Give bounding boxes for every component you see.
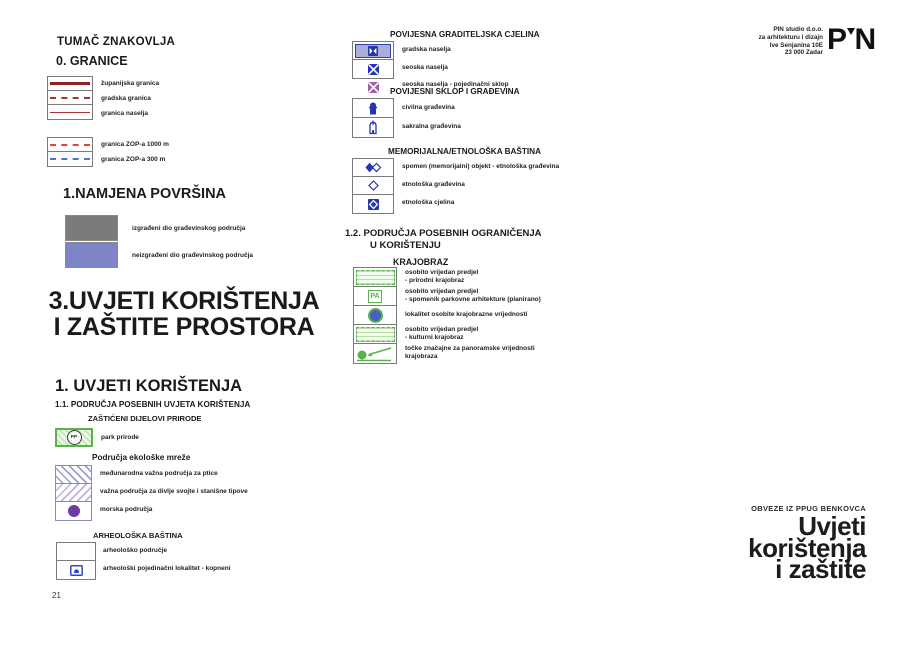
legend-label: točke značajne za panoramske vrijednosti bbox=[405, 345, 535, 352]
park-prirode-icon bbox=[57, 430, 91, 445]
arheoloska-group bbox=[56, 542, 231, 580]
legend-label: gradska granica bbox=[101, 94, 151, 102]
legend-label: važna područja za divlje svojte i stanišne tipove bbox=[100, 488, 248, 496]
gradska-naselja-icon bbox=[353, 42, 393, 60]
logo-triangle-icon bbox=[847, 28, 855, 35]
legend-label: etnološka cjelina bbox=[402, 199, 455, 207]
kulturni-krajobraz-icon bbox=[354, 325, 396, 344]
legend-label: županijska granica bbox=[101, 79, 160, 87]
namjena-group bbox=[65, 215, 253, 269]
prirodni-krajobraz-icon bbox=[354, 268, 396, 287]
section-3-heading-line1: 3.UVJETI KORIŠTENJA bbox=[48, 287, 320, 315]
section-3-heading bbox=[38, 288, 330, 340]
granica-zop-300-line-icon bbox=[48, 152, 92, 166]
arheolosko-podrucje-hatch-icon bbox=[57, 543, 95, 561]
legend-label: granica naselja bbox=[101, 109, 148, 117]
seoska-pojedinacni-icon bbox=[352, 79, 394, 95]
spomen-objekt-icon bbox=[353, 159, 393, 177]
granice-group-2 bbox=[47, 137, 169, 167]
povijesna-title: POVIJESNA GRADITELJSKA CJELINA bbox=[390, 30, 540, 39]
legend-label: arheološko područje bbox=[103, 547, 167, 555]
legend-label: seoska naselja bbox=[402, 64, 448, 72]
gradska-granica-line-icon bbox=[48, 91, 92, 105]
etnoloska-gradevina-icon bbox=[353, 177, 393, 195]
legend-label: granica ZOP-a 300 m bbox=[101, 155, 166, 163]
legend-label: - prirodni krajobraz bbox=[405, 276, 465, 284]
legend-label: gradska naselja bbox=[402, 46, 451, 54]
granice-title: 0. GRANICE bbox=[56, 54, 128, 68]
studio-name: PIN studio d.o.o. bbox=[773, 26, 823, 33]
lokalitet-krajobrazne-icon bbox=[354, 306, 396, 325]
zasticeni-title: ZAŠTIĆENI DIJELOVI PRIRODE bbox=[88, 414, 202, 423]
title-kicker: OBVEZE IZ PPUG BENKOVCA bbox=[751, 504, 866, 513]
panoramske-tocke-icon bbox=[354, 344, 396, 363]
arheoloski-lokalitet-icon bbox=[57, 561, 95, 579]
ogranicenja-title-line1: 1.2. PODRUČJA POSEBNIH OGRANIČENJA bbox=[345, 228, 542, 239]
morska-circle-icon bbox=[56, 502, 91, 520]
legend-label: park prirode bbox=[101, 433, 139, 441]
legend-label: - kulturni krajobraz bbox=[405, 333, 464, 341]
logo-letter-p: P bbox=[827, 23, 846, 56]
legend-label: lokalitet osobite krajobrazne vrijednosti bbox=[405, 310, 528, 318]
sklop-group bbox=[352, 98, 461, 138]
section-3-heading-line2: I ZAŠTITE PROSTORA bbox=[53, 313, 315, 341]
seoska-naselja-icon bbox=[353, 60, 393, 78]
ekoloska-title: Područja ekološke mreže bbox=[92, 453, 191, 462]
map-title-block bbox=[748, 504, 866, 584]
civilna-gradevina-icon bbox=[353, 99, 393, 118]
legend-label: morska područja bbox=[100, 506, 153, 514]
granice-symbol-box-1 bbox=[47, 76, 93, 120]
ekoloska-group bbox=[55, 465, 248, 521]
namjena-title: 1.NAMJENA POVRŠINA bbox=[63, 186, 227, 202]
svojte-hatch-icon bbox=[56, 484, 91, 502]
granice-group-1 bbox=[47, 76, 159, 121]
uvjeti-subtitle: 1.1. PODRUČJA POSEBNIH UVJETA KORIŠTENJA bbox=[55, 400, 251, 409]
legend-label: seoska naselja - pojedinačni sklop bbox=[402, 81, 509, 89]
krajobraz-group bbox=[353, 267, 541, 364]
map-title-line2: korištenja bbox=[748, 532, 866, 563]
legend-label: osobito vrijedan predjel bbox=[405, 288, 479, 295]
izgradeni-swatch bbox=[65, 215, 118, 241]
memorijalna-title: MEMORIJALNA/ETNOLOŠKA BAŠTINA bbox=[388, 147, 541, 156]
page-number: 21 bbox=[52, 591, 61, 600]
sakralna-gradevina-icon bbox=[353, 118, 393, 137]
ptice-hatch-icon bbox=[56, 466, 91, 484]
studio-address-block bbox=[759, 26, 823, 57]
legend-label: granica ZOP-a 1000 m bbox=[101, 140, 169, 148]
uvjeti-title: 1. UVJETI KORIŠTENJA bbox=[55, 377, 243, 395]
map-title-line3: i zaštite bbox=[775, 554, 866, 584]
legend-label: spomen (memorijalni) objekt - etnološka građevina bbox=[402, 163, 560, 171]
granica-naselja-line-icon bbox=[48, 105, 92, 119]
legend-label: izgrađeni dio građevinskog područja bbox=[132, 224, 246, 232]
legend-label: - spomenik parkovne arhitekture (planirano) bbox=[405, 295, 541, 303]
legend-label: neizgrađeni dio građevinskog područja bbox=[132, 251, 253, 259]
studio-tagline: za arhitekturu i dizajn bbox=[758, 33, 823, 41]
zupanijska-granica-line-icon bbox=[48, 77, 92, 91]
pa-square-icon: PA bbox=[368, 290, 382, 303]
neizgradeni-swatch bbox=[65, 242, 118, 268]
granice-symbol-box-2 bbox=[47, 137, 93, 167]
studio-street: Ive Senjanina 10E bbox=[769, 41, 823, 49]
arheoloska-title: ARHEOLOŠKA BAŠTINA bbox=[93, 531, 183, 540]
pp-circle-icon: PP bbox=[67, 430, 82, 445]
map-title-line1: Uvjeti bbox=[798, 511, 866, 541]
spomenik-parkovne-icon bbox=[354, 287, 396, 306]
etnoloska-cjelina-icon bbox=[353, 195, 393, 213]
legend-label: osobito vrijedan predjel bbox=[405, 326, 479, 333]
granica-zop-1000-line-icon bbox=[48, 138, 92, 152]
legend-label: arheološki pojedinačni lokalitet - kopneni bbox=[103, 565, 231, 573]
memorijalna-group bbox=[352, 158, 559, 214]
legend-label: sakralna građevina bbox=[402, 122, 461, 130]
park-prirode-row bbox=[55, 428, 139, 447]
ogranicenja-title-line2: U KORIŠTENJU bbox=[370, 240, 441, 251]
legend-label: osobito vrijedan predjel bbox=[405, 269, 479, 276]
legend-title: TUMAČ ZNAKOVLJA bbox=[57, 36, 175, 48]
pin-studio-logo bbox=[827, 23, 875, 56]
legend-label: civilna građevina bbox=[402, 103, 455, 111]
legend-label: međunarodna važna područja za ptice bbox=[100, 470, 218, 478]
legend-label: krajobraza bbox=[405, 352, 438, 360]
studio-city: 23 000 Zadar bbox=[784, 49, 823, 57]
logo-letter-n: N bbox=[854, 23, 875, 56]
krajobraz-title: KRAJOBRAZ bbox=[393, 257, 449, 267]
legend-label: etnološka građevina bbox=[402, 181, 465, 189]
sklop-title: POVIJESNI SKLOP I GRAĐEVINA bbox=[390, 87, 520, 96]
